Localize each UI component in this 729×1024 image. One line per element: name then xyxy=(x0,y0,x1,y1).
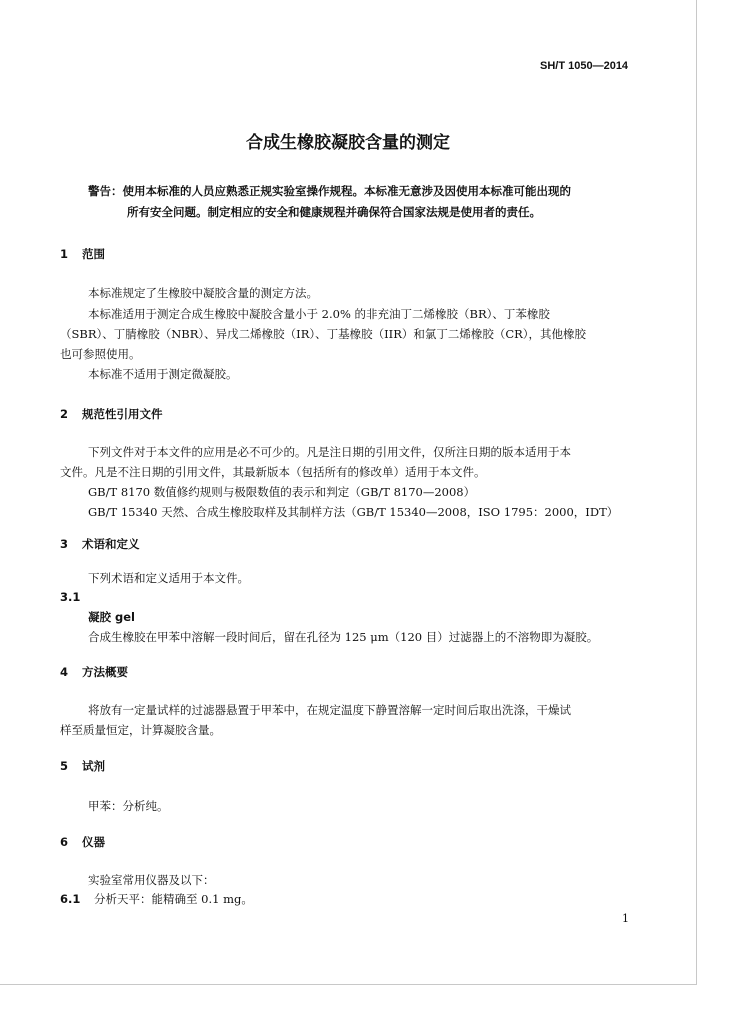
page-number: 1 xyxy=(622,912,629,925)
warning-label: 警告： xyxy=(88,184,123,198)
subsection-number: 3.1 xyxy=(60,590,81,604)
section-heading-6: 6 仪器 xyxy=(60,835,105,849)
subsection-6-1: 6.1 分析天平：能精确至 0.1 mg。 xyxy=(60,892,253,906)
reference-item: GB/T 8170 数值修约规则与极限数值的表示和判定（GB/T 8170—2008） xyxy=(88,485,476,499)
section-heading-4: 4 方法概要 xyxy=(60,665,128,679)
paragraph: 本标准规定了生橡胶中凝胶含量的测定方法。 xyxy=(88,286,318,300)
section-heading-1: 1 范围 xyxy=(60,247,105,261)
paragraph: 实验室常用仪器及以下： xyxy=(88,873,215,887)
paragraph: 也可参照使用。 xyxy=(60,347,141,361)
section-heading-2: 2 规范性引用文件 xyxy=(60,407,163,421)
paragraph: 本标准不适用于测定微凝胶。 xyxy=(88,367,238,381)
reference-item: GB/T 15340 天然、合成生橡胶取样及其制样方法（GB/T 15340—2008，ISO 1795：2000，IDT） xyxy=(88,505,619,519)
paragraph: 文件。凡是不注日期的引用文件，其最新版本（包括所有的修改单）适用于本文件。 xyxy=(60,465,486,479)
term-heading: 凝胶 gel xyxy=(88,610,135,624)
document-title: 合成生橡胶凝胶含量的测定 xyxy=(246,133,450,153)
paragraph: （SBR）、丁腈橡胶（NBR）、异戊二烯橡胶（IR）、丁基橡胶（IIR）和氯丁二烯橡胶（CR），其他橡胶 xyxy=(60,327,587,341)
paragraph: 将放有一定量试样的过滤器悬置于甲苯中，在规定温度下静置溶解一定时间后取出洗涤，干燥试 xyxy=(88,703,571,717)
warning-line-1: 警告：使用本标准的人员应熟悉正规实验室操作规程。本标准无意涉及因使用本标准可能出现的 xyxy=(88,184,571,198)
section-heading-5: 5 试剂 xyxy=(60,759,105,773)
term-definition: 合成生橡胶在甲苯中溶解一段时间后，留在孔径为 125 μm（120 目）过滤器上的不溶物即为凝胶。 xyxy=(88,630,599,644)
section-heading-3: 3 术语和定义 xyxy=(60,537,140,551)
warning-line-2: 所有安全问题。制定相应的安全和健康规程并确保符合国家法规是使用者的责任。 xyxy=(127,205,541,219)
paragraph: 甲苯：分析纯。 xyxy=(88,799,169,813)
paragraph: 下列文件对于本文件的应用是必不可少的。凡是注日期的引用文件，仅所注日期的版本适用于本 xyxy=(88,445,571,459)
paragraph: 下列术语和定义适用于本文件。 xyxy=(88,571,249,585)
paragraph: 样至质量恒定，计算凝胶含量。 xyxy=(60,723,221,737)
standard-code: SH/T 1050—2014 xyxy=(540,60,629,72)
paragraph: 本标准适用于测定合成生橡胶中凝胶含量小于 2.0% 的非充油丁二烯橡胶（BR）、丁苯橡胶 xyxy=(88,307,550,321)
